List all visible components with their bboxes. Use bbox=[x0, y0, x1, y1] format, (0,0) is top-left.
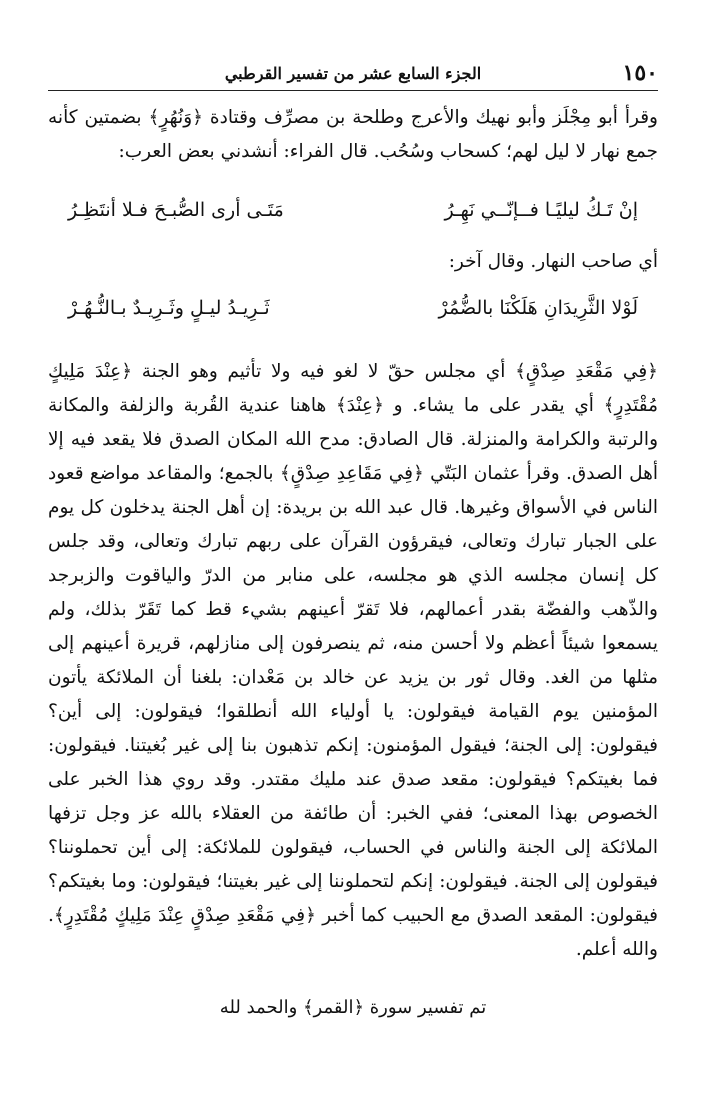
poem-verse-2 bbox=[48, 291, 658, 325]
verse-1-second-hemistich: مَتَـى أرى الصُّبـحَ فـلا أنتَظِـرُ bbox=[68, 199, 284, 221]
surah-ending-note: تم تفسير سورة ﴿القمر﴾ والحمد لله bbox=[219, 997, 487, 1018]
page-number: ١٥٠ bbox=[622, 60, 658, 86]
verse-1-first-hemistich: إنْ تَـكُ ليليًـا فــإنّــي نَهِـرُ bbox=[444, 199, 638, 221]
verse-2-second-hemistich: ثَـرِيـدُ ليـلٍ وثَـرِيـدٌ بـالنُّـهُـرْ bbox=[68, 297, 270, 319]
paragraph-tafsir: ﴿فِي مَقْعَدِ صِدْقٍ﴾ أي مجلس حقّ لا لغو فيه ولا تأثيم وهو الجنة ﴿عِنْدَ مَلِيكٍ مُقْتَدِرٍ﴾ أي يقدر على ما يشاء. و ﴿عِنْدَ﴾ هاهنا عندية القُربة والزلفة والمكانة والرتبة والكرامة والمنزلة. قال الصادق: مدح الله المكان الصدق فلا يقعد فيه إلا أهل الصدق. وقرأ عثمان البَتّي ﴿فِي مَقَاعِدِ صِدْقٍ﴾ بالجمع؛ والمقاعد مواضع قعود الناس في الأسواق وغيرها. قال عبد الله بن بريدة: إن أهل الجنة يدخلون كل يوم على الجبار تبارك وتعالى، فيقرؤون القرآن على ربهم تبارك وتعالى، وقد جلس كل إنسان مجلسه الذي هو مجلسه، على منابر من الدرّ والياقوت والزبرجد والذّهب والفضّة بقدر أعمالهم، فلا تَقرّ أعينهم بشيء قط كما تَقَرّ بذلك، ولم يسمعوا شيئاً أعظم ولا أحسن منه، ثم ينصرفون إلى منازلهم، قريرة أعينهم إلى مثلها من الغد. وقال ثور بن يزيد عن خالد بن مَعْدان: بلغنا أن الملائكة يأتون المؤمنين يوم القيامة فيقولون: يا أولياء الله أنطلقوا؛ فيقولون: إلى أين؟ فيقولون: إلى الجنة؛ فيقول المؤمنون: إنكم تذهبون بنا إلى غير بُغيتنا. فيقولون: فما بغيتكم؟ فيقولون: مقعد صدق عند مليك مقتدر. وقد روي هذا الخبر على الخصوص بهذا المعنى؛ ففي الخبر: أن طائفة من العقلاء بالله عز وجل تزفها الملائكة إلى الجنة والناس في الحساب، فيقولون للملائكة: إلى أين تحملوننا؟ فيقولون إلى الجنة. فيقولون: إنكم لتحملوننا إلى غير بغيتنا؛ فيقولون: وما بغيتكم؟ فيقولون: المقعد الصدق مع الحبيب كما أخبر ﴿فِي مَقْعَدِ صِدْقٍ عِنْدَ مَلِيكٍ مُقْتَدِرٍ﴾. والله أعلم. bbox=[48, 361, 658, 960]
poem-verse-1 bbox=[48, 193, 658, 227]
running-title: الجزء السابع عشر من تفسير القرطبي bbox=[224, 64, 482, 83]
paragraph-qiraat: وقرأ أبو مِجْلَز وأبو نهيك والأعرج وطلحة بن مصرِّف وقتادة ﴿وَنُهُرٍ﴾ بضمتين كأنه جمع نهار لا ليل لهم؛ كسحاب وسُحُب. قال الفراء: أنشدني بعض العرب: bbox=[48, 107, 658, 162]
verse-2-first-hemistich: لَوْلا الثَّرِيدَانِ هَلَكْنَا بالضُّمُرْ bbox=[438, 297, 638, 319]
page-header bbox=[48, 58, 658, 91]
verse-explanation: أي صاحب النهار. وقال آخر: bbox=[448, 251, 658, 272]
book-page bbox=[48, 58, 658, 1018]
